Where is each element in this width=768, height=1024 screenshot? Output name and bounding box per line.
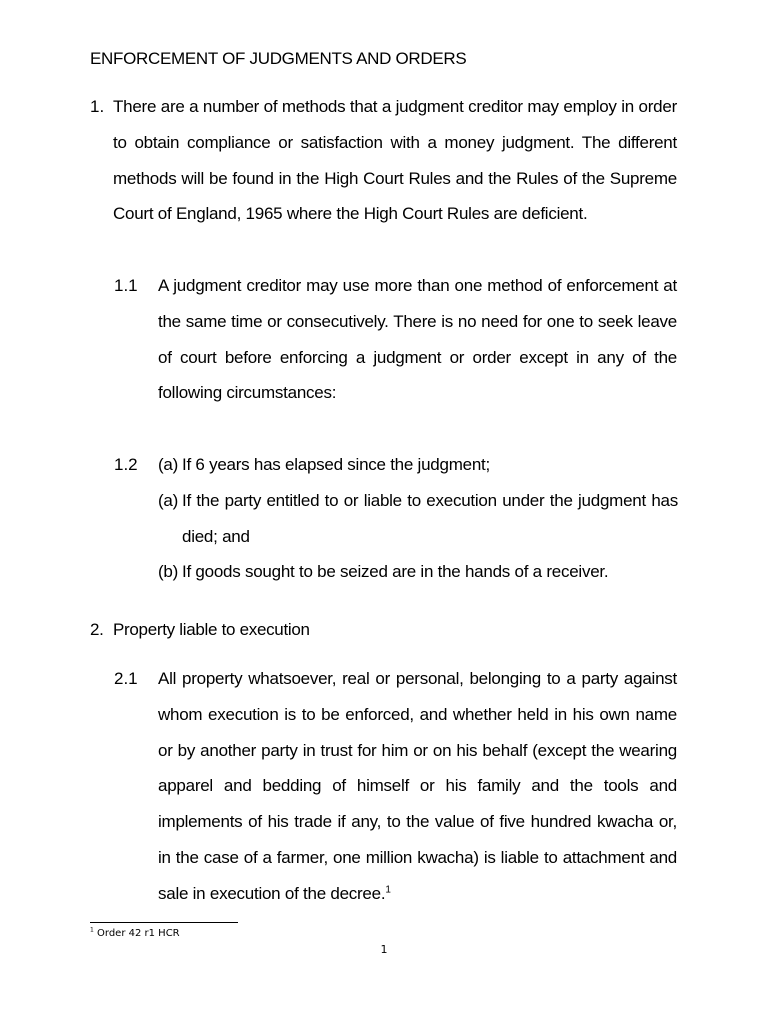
list-item — [158, 483, 678, 555]
section-2-number: 2. — [90, 620, 104, 639]
subsection-1-1-number: 1.1 — [114, 276, 138, 295]
document-title: ENFORCEMENT OF JUDGMENTS AND ORDERS — [90, 49, 467, 68]
list-item-label: (b) — [158, 562, 179, 582]
list-item-text: If 6 years has elapsed since the judgment; — [182, 455, 490, 474]
subsection-1-2-list — [158, 447, 678, 590]
subsection-2-1-text: All property whatsoever, real or personal, belonging to a party against whom execution is to be enforced, and whether held in his own name or by another party in trust for him or on his behalf (except the wearing apparel and bedding of himself or his family and the tools and implements of his trade if any, to the value of five hundred kwacha or, in the case of a farmer, one million kwacha) is liable to attachment and sale in execution of the decree. — [158, 669, 677, 903]
footnote — [90, 928, 180, 939]
subsection-2-1-number: 2.1 — [114, 669, 138, 688]
footnote-marker: 1 — [90, 926, 94, 934]
subsection-1-2-number: 1.2 — [114, 455, 138, 474]
section-2-heading — [90, 620, 310, 640]
list-item-text: If goods sought to be seized are in the hands of a receiver. — [182, 562, 609, 582]
footnote-reference[interactable]: 1 — [385, 884, 391, 896]
section-2-heading-text: Property liable to execution — [113, 620, 310, 639]
list-item — [158, 447, 678, 483]
list-item-label: (a) — [158, 490, 179, 510]
footnote-separator — [90, 922, 238, 923]
subsection-2-1-paragraph — [158, 661, 677, 912]
list-item-label: (a) — [158, 455, 179, 474]
page-number: 1 — [380, 943, 388, 956]
subsection-1-1-text: A judgment creditor may use more than one method of enforcement at the same time or consecutively. There is no need for one to seek leave of court before enforcing a judgment or order except in any of the following circumstances: — [158, 276, 677, 403]
list-item-text: If the party entitled to or liable to execution under the judgment has died; and — [182, 490, 678, 546]
section-1-text: There are a number of methods that a judgment creditor may employ in order to obtain compliance or satisfaction with a money judgment. The different methods will be found in the High Court Rules and the Rules of the Supreme Court of England, 1965 where the High Court Rules are deficient. — [113, 97, 677, 224]
section-1-number: 1. — [90, 97, 105, 116]
footnote-text: Order 42 r1 HCR — [97, 928, 180, 939]
list-item — [158, 554, 678, 590]
